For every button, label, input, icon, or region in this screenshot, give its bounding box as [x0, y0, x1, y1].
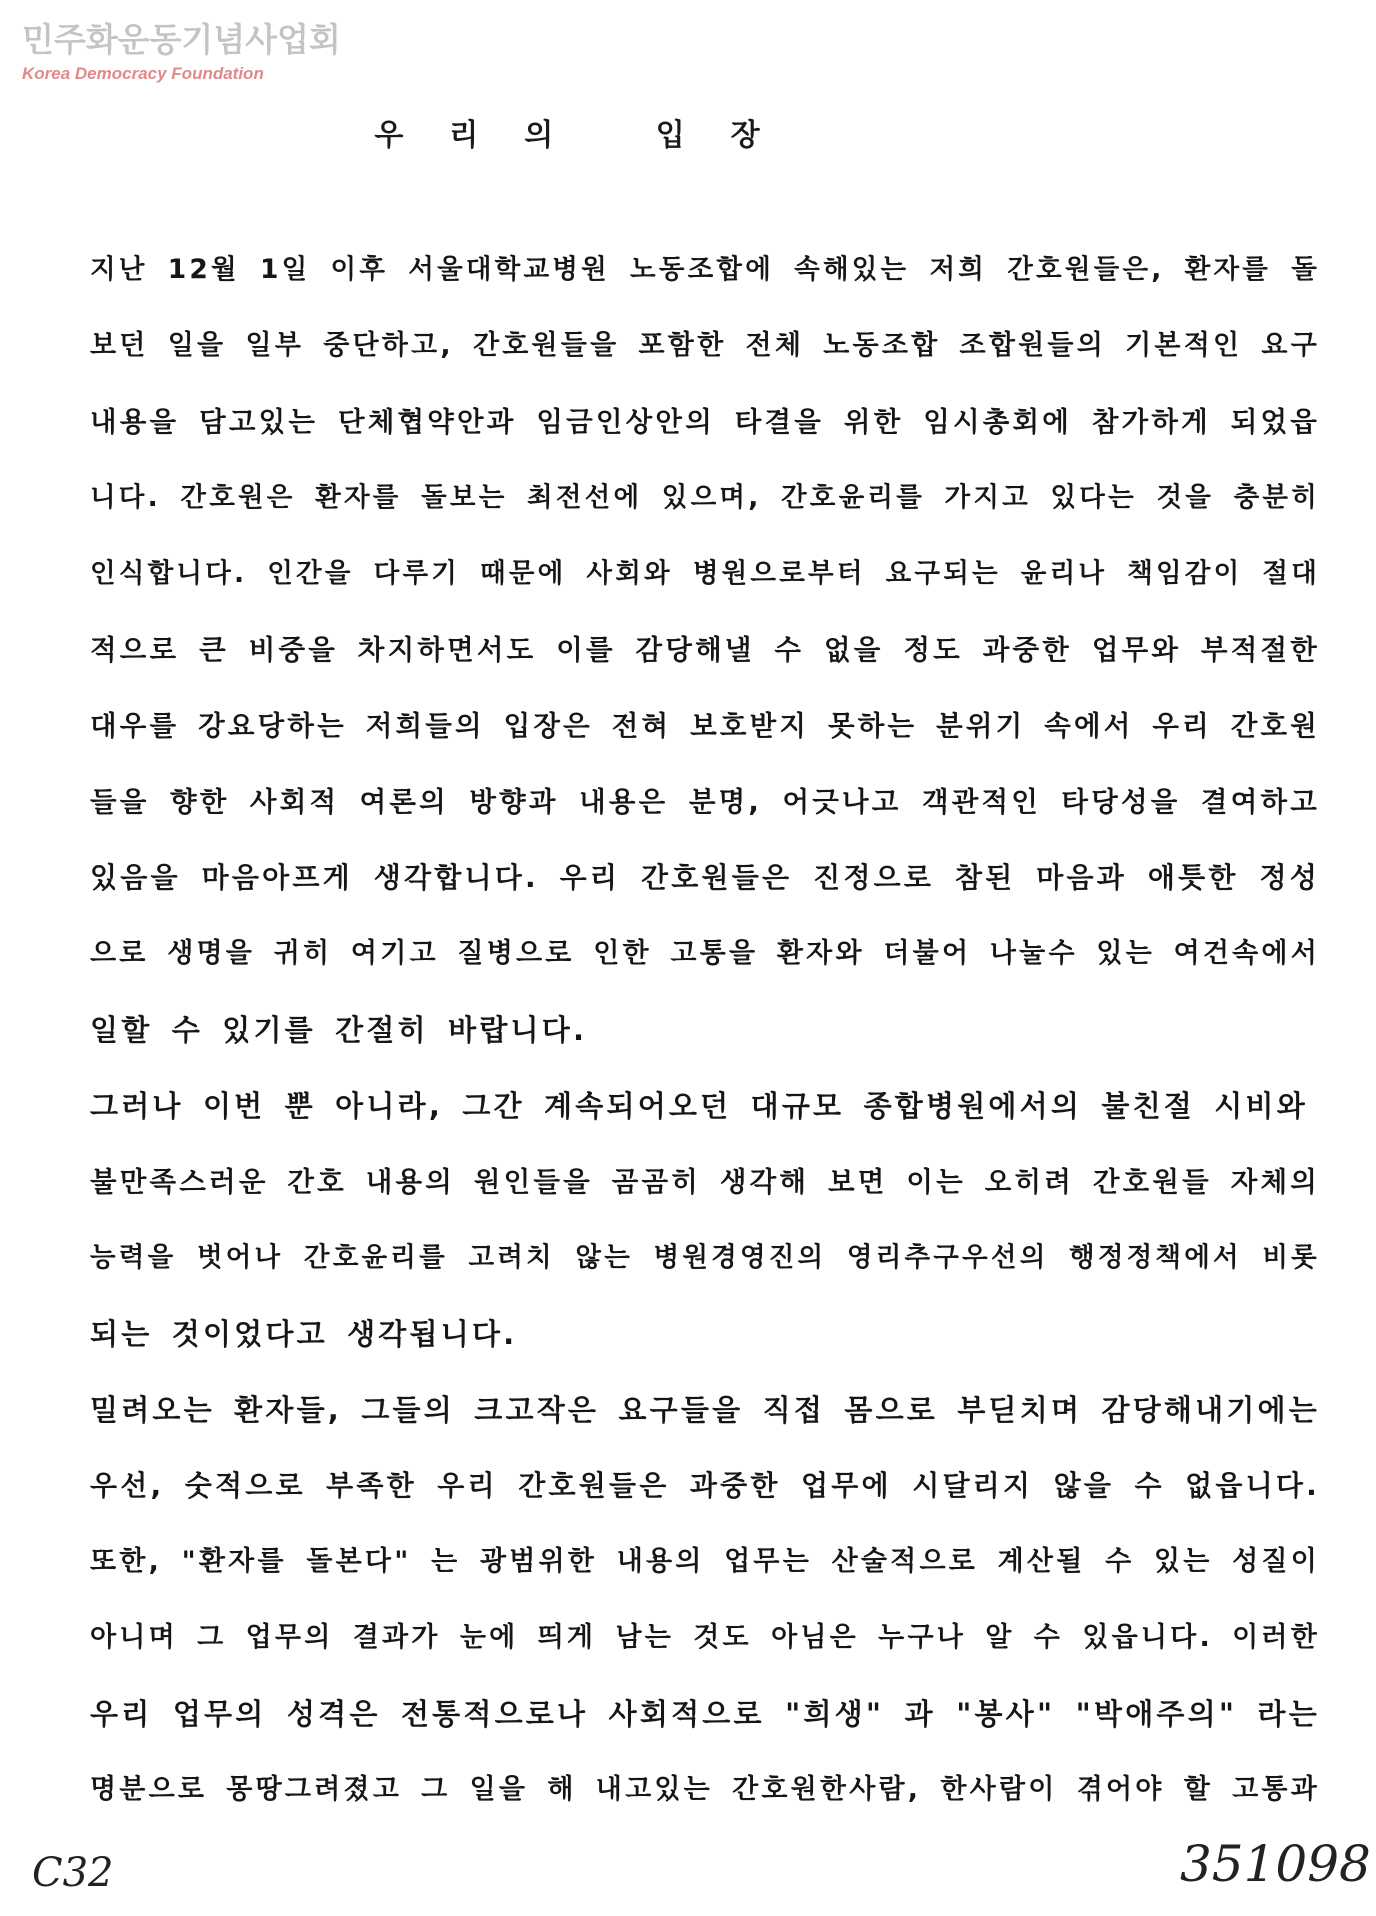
text-line: 우선, 숫적으로 부족한 우리 간호원들은 과중한 업무에 시달리지 않을 수 없읍니다.: [90, 1469, 1320, 1502]
document-body: [90, 232, 1320, 1828]
text-line: 명분으로 몽땅그려졌고 그 일을 해 내고있는 간호원한사람, 한사람이 겪어야 할 고통과: [90, 1774, 1320, 1805]
page-mark-left: C32: [32, 1850, 114, 1896]
text-line: 되는 것이었다고 생각됩니다.: [90, 1317, 518, 1351]
text-line: 적으로 큰 비중을 차지하면서도 이를 감당해낼 수 없을 정도 과중한 업무와 부적절한: [90, 634, 1320, 666]
text-line: 보던 일을 일부 중단하고, 간호원들을 포함한 전체 노동조합 조합원들의 기본적인 요구: [90, 330, 1320, 361]
text-line: 그러나 이번 뿐 아니라, 그간 계속되어오던 대규모 종합병원에서의 불친절 시비와: [90, 1089, 1308, 1123]
text-line: 아니며 그 업무의 결과가 눈에 띄게 남는 것도 아님은 누구나 알 수 있읍니다. 이러한: [90, 1622, 1320, 1653]
text-line: 인식합니다. 인간을 다루기 때문에 사회와 병원으로부터 요구되는 윤리나 책임감이 절대: [90, 558, 1320, 589]
text-line: 밀려오는 환자들, 그들의 크고작은 요구들을 직접 몸으로 부딛치며 감당해내기에는: [90, 1393, 1320, 1427]
text-line: 니다. 간호원은 환자를 돌보는 최전선에 있으며, 간호윤리를 가지고 있다는 것을 충분히: [90, 482, 1320, 513]
watermark-korean-name: 민주화운동기념사업회: [22, 20, 341, 59]
text-line: 일할 수 있기를 간절히 바랍니다.: [90, 1013, 588, 1047]
text-line: 대우를 강요당하는 저희들의 입장은 전혀 보호받지 못하는 분위기 속에서 우리 간호원: [90, 710, 1320, 742]
text-line: 으로 생명을 귀히 여기고 질병으로 인한 고통을 환자와 더불어 나눌수 있는 여건속에서: [90, 938, 1320, 969]
text-line: 있음을 마음아프게 생각합니다. 우리 간호원들은 진정으로 참된 마음과 애틋한 정성: [90, 861, 1320, 894]
text-line: 능력을 벗어나 간호윤리를 고려치 않는 병원경영진의 영리추구우선의 행정정책에서 비롯: [90, 1242, 1320, 1273]
text-line: 내용을 담고있는 단체협약안과 임금인상안의 타결을 위한 임시총회에 참가하게 되었읍: [90, 406, 1320, 438]
text-line: 지난 12월 1일 이후 서울대학교병원 노동조합에 속해있는 저희 간호원들은, 환자를 돌: [90, 254, 1320, 285]
document-title: 우리의 입장: [374, 118, 806, 153]
text-line: 들을 향한 사회적 여론의 방향과 내용은 분명, 어긋나고 객관적인 타당성을 결여하고: [90, 786, 1320, 818]
foundation-watermark: [22, 18, 341, 84]
text-line: 불만족스러운 간호 내용의 원인들을 곰곰히 생각해 보면 이는 오히려 간호원들 자체의: [90, 1166, 1320, 1198]
watermark-english-name: Korea Democracy Foundation: [22, 64, 264, 83]
document-number: 351098: [1180, 1835, 1371, 1893]
text-line: 우리 업무의 성격은 전통적으로나 사회적으로 "희생" 과 "봉사" "박애주의" 라는: [90, 1697, 1320, 1731]
text-line: 또한, "환자를 돌본다" 는 광범위한 내용의 업무는 산술적으로 계산될 수 있는 성질이: [90, 1546, 1320, 1577]
